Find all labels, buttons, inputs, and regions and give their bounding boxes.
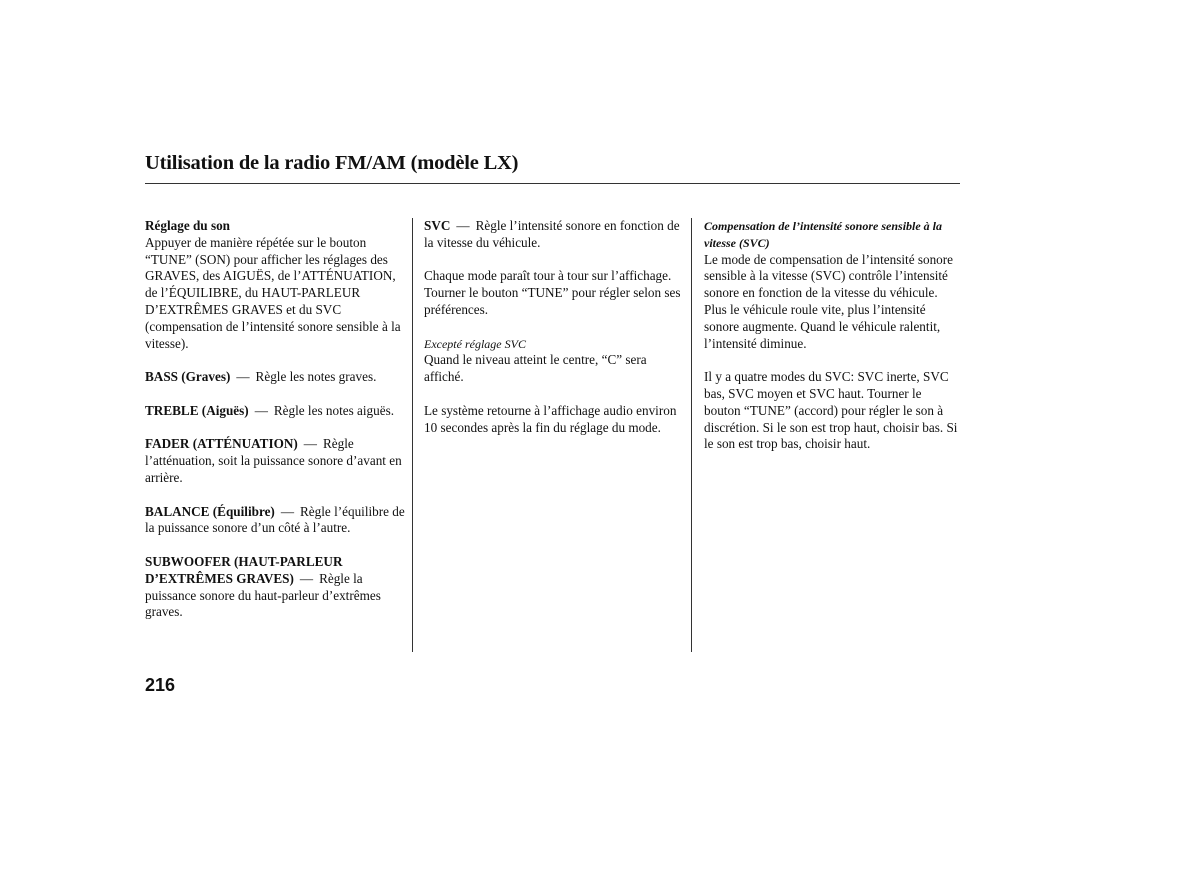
setting-desc: Règle l’atténuation, soit la puissance sonore d’avant en arrière.: [145, 436, 402, 485]
setting-term: TREBLE (Aiguës): [145, 402, 249, 418]
setting-item-fader: [145, 436, 407, 486]
column-svc: [424, 218, 686, 453]
setting-term: SVC: [424, 218, 451, 233]
center-paragraph: Quand le niveau atteint le centre, “C” sera affiché.: [424, 352, 647, 385]
setting-term: BASS (Graves): [145, 369, 231, 385]
setting-desc: Règle l’équilibre de la puissance sonore d’un côté à l’autre.: [145, 503, 405, 536]
section-heading: Réglage du son: [145, 218, 230, 233]
page-title: Utilisation de la radio FM/AM (modèle LX): [145, 152, 519, 174]
setting-desc: Règle l’intensité sonore en fonction de la vitesse du véhicule.: [424, 218, 680, 250]
setting-desc: Règle les notes aiguës.: [273, 402, 394, 418]
setting-term: FADER (ATTÉNUATION): [145, 436, 298, 452]
dash: —: [299, 570, 314, 586]
setting-desc: Règle la puissance sonore du haut-parleur d’extrêmes graves.: [145, 570, 381, 620]
svc-description-paragraph: Le mode de compensation de l’intensité sonore sensible à la vitesse (SVC) contrôle l’intensité sonore en fonction de la vitesse du véhicule. Plus le véhicule roule vite, plus l’intensité sonore augmente. Quand le véhicule ralentit, l’intensité diminue.: [704, 251, 954, 351]
dash: —: [456, 218, 470, 233]
dash: —: [303, 436, 317, 452]
dash: —: [254, 402, 268, 418]
title-divider: [145, 183, 960, 184]
dash: —: [236, 369, 250, 385]
dash: —: [280, 503, 295, 519]
column-sound-settings: [145, 218, 407, 638]
setting-desc: Règle les notes graves.: [255, 369, 377, 385]
note-label: Excepté réglage SVC: [424, 336, 526, 351]
page-number: 216: [145, 675, 176, 695]
setting-item-treble: [145, 403, 407, 420]
column-divider: [691, 218, 692, 652]
return-paragraph: Le système retourne à l’affichage audio environ 10 secondes après la fin du réglage du mode.: [424, 402, 677, 435]
mode-paragraph: Chaque mode paraît tour à tour sur l’affichage. Tourner le bouton “TUNE” pour régler selon ses préférences.: [424, 268, 681, 317]
setting-item-balance: [145, 504, 407, 538]
column-divider: [412, 218, 413, 652]
setting-term: BALANCE (Équilibre): [145, 503, 275, 519]
column-svc-compensation: [704, 218, 960, 470]
setting-item-subwoofer: [145, 554, 407, 621]
section-subheading: Compensation de l’intensité sonore sensible à la vitesse (SVC): [704, 219, 943, 250]
setting-item-bass: [145, 369, 407, 386]
setting-item-svc: [424, 218, 686, 252]
setting-term: SUBWOOFER (HAUT-PARLEUR D’EXTRÊMES GRAVES): [145, 553, 343, 586]
svc-modes-paragraph: Il y a quatre modes du SVC: SVC inerte, SVC bas, SVC moyen et SVC haut. Tourner le bouton “TUNE” (accord) pour régler le son à discrétion. Si le son est trop haut, choisir bas. Si le son est trop bas, choisir haut.: [704, 369, 958, 452]
intro-paragraph: Appuyer de manière répétée sur le bouton “TUNE” (SON) pour afficher les réglages des GRAVES, des AIGUËS, de l’ATTÉNUATION, de l’ÉQUILIBRE, du HAUT-PARLEUR D’EXTRÊMES GRAVES et du SVC (compensation de l’intensité sonore sensible à la vitesse).: [145, 234, 401, 351]
